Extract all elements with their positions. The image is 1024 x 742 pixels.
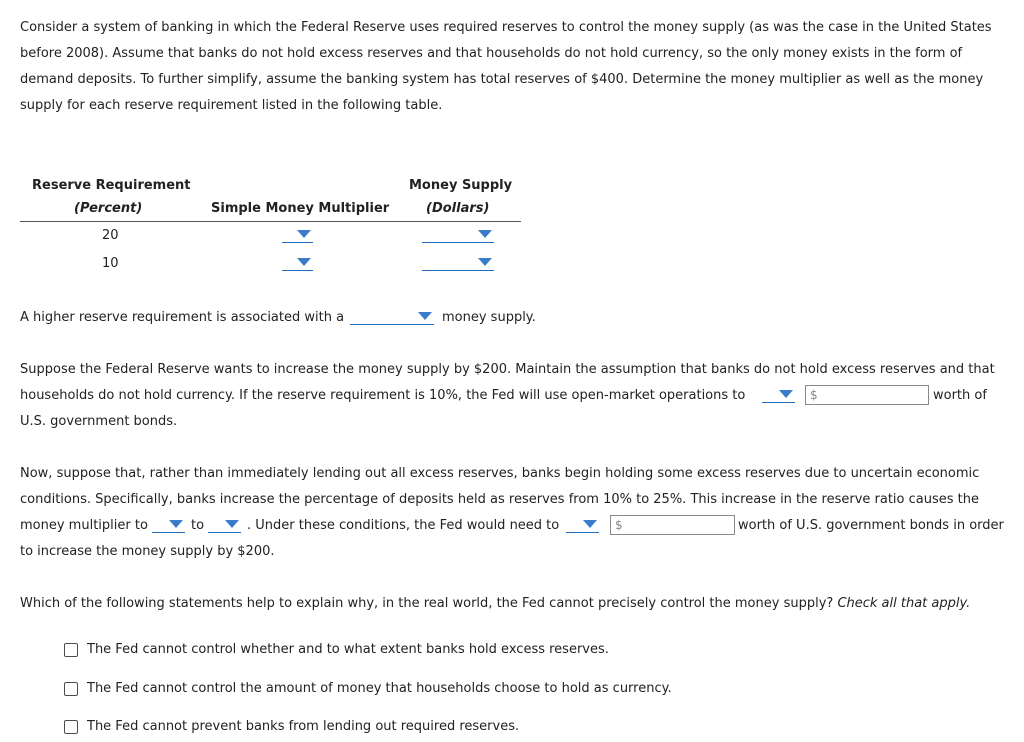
q2-buy-sell-dropdown[interactable] — [762, 388, 795, 403]
q2-line-3: U.S. government bonds. — [20, 414, 178, 429]
chevron-down-icon — [169, 520, 183, 528]
q1-text-after: money supply. — [442, 310, 536, 325]
chevron-down-icon — [418, 312, 432, 320]
multiplier-dropdown-row-1[interactable] — [282, 228, 313, 243]
checkbox[interactable] — [64, 682, 78, 696]
chevron-down-icon — [583, 520, 597, 528]
intro-line-4: supply for each reserve requirement listed in the following table. — [20, 98, 443, 113]
dollar-sign: $ — [615, 518, 623, 532]
chevron-down-icon — [779, 390, 793, 398]
q2-line-1: Suppose the Federal Reserve wants to increase the money supply by $200. Maintain the assumption that banks do not hold excess reserves and that — [20, 362, 995, 377]
q2-line-2-after: worth of — [933, 388, 987, 403]
chevron-down-icon — [297, 230, 311, 238]
intro-line-1: Consider a system of banking in which the Federal Reserve uses required reserves to control the money supply (as was the case in the United States — [20, 20, 992, 35]
chevron-down-icon — [478, 230, 492, 238]
q3-line-1: Now, suppose that, rather than immediately lending out all excess reserves, banks begin holding some excess reserves due to uncertain economic — [20, 466, 980, 481]
option-label: The Fed cannot control whether and to what extent banks hold excess reserves. — [87, 642, 609, 657]
reserve-requirement-subheader: (Percent) — [74, 201, 143, 216]
q3-line-3-a: money multiplier to — [20, 518, 148, 533]
chevron-down-icon — [478, 258, 492, 266]
table-header-divider — [20, 221, 521, 222]
money-supply-header: Money Supply — [409, 178, 513, 193]
intro-line-2: before 2008). Assume that banks do not hold excess reserves and that households do not hold currency, so the only money exists in the form of — [20, 46, 963, 61]
chevron-down-icon — [297, 258, 311, 266]
q3-buy-sell-dropdown[interactable] — [566, 518, 599, 533]
checkbox[interactable] — [64, 643, 78, 657]
reserve-requirement-header: Reserve Requirement — [32, 178, 191, 193]
q3-line-3-d: worth of U.S. government bonds in order — [738, 518, 1004, 533]
intro-line-3: demand deposits. To further simplify, assume the banking system has total reserves of $400. Determine the money multiplier as well as the money — [20, 72, 984, 87]
q3-line-3-c: . Under these conditions, the Fed would need to — [247, 518, 560, 533]
money-supply-subheader: (Dollars) — [426, 201, 490, 216]
money-supply-dropdown-row-2[interactable] — [422, 256, 494, 271]
option-label: The Fed cannot control the amount of money that households choose to hold as currency. — [87, 681, 672, 696]
checkbox[interactable] — [64, 720, 78, 734]
q3-multiplier-from-dropdown[interactable] — [152, 518, 185, 533]
q4-instruction: Check all that apply. — [837, 596, 971, 611]
intro-paragraph — [20, 15, 992, 119]
multiplier-dropdown-row-2[interactable] — [282, 256, 313, 271]
q3-line-4: to increase the money supply by $200. — [20, 544, 275, 559]
q3-amount-input[interactable] — [610, 515, 735, 535]
option-label: The Fed cannot prevent banks from lending out required reserves. — [87, 719, 520, 734]
q2-amount-input[interactable] — [805, 385, 929, 405]
q3-multiplier-to-dropdown[interactable] — [208, 518, 241, 533]
q4-question-text: Which of the following statements help to explain why, in the real world, the Fed cannot precisely control the money supply? — [20, 596, 834, 611]
q1-text-before: A higher reserve requirement is associated with a — [20, 310, 345, 325]
q4-question — [20, 596, 970, 611]
q2-line-2-before: households do not hold currency. If the reserve requirement is 10%, the Fed will use open-market operations to — [20, 388, 746, 403]
table-row-reserve-10: 10 — [102, 256, 119, 271]
chevron-down-icon — [225, 520, 239, 528]
money-multiplier-header: Simple Money Multiplier — [211, 201, 390, 216]
dollar-sign: $ — [810, 388, 818, 402]
q1-money-supply-dropdown[interactable] — [350, 310, 434, 325]
table-row-reserve-20: 20 — [102, 228, 119, 243]
money-supply-dropdown-row-1[interactable] — [422, 228, 494, 243]
q3-line-3-b: to — [191, 518, 205, 533]
q3-line-2: conditions. Specifically, banks increase the percentage of deposits held as reserves from 10% to 25%. This increase in the reserve ratio causes the — [20, 492, 979, 507]
